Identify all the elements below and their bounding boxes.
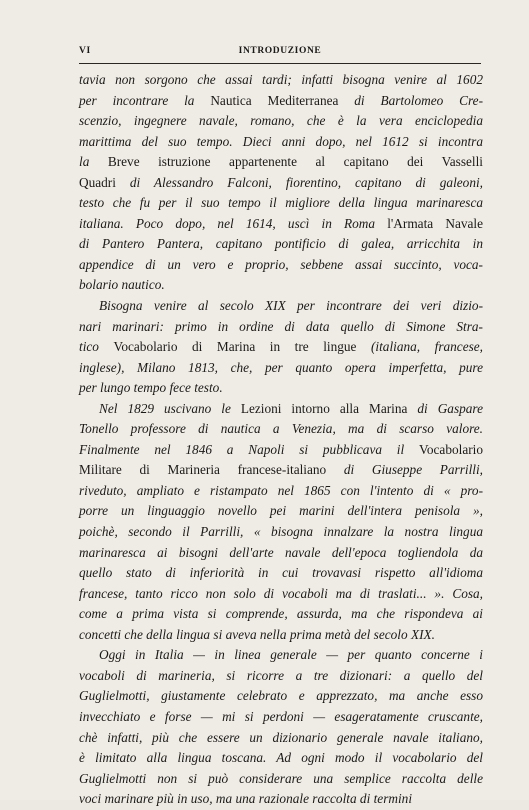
roman-text-run: Vocabolario di Marina in tre lingue (113, 339, 357, 355)
italic-text-run: vocaboli di marineria, si ricorre a tre dizionari: a quello del (79, 667, 483, 683)
italic-text-run: (italiana, francese, (356, 339, 483, 355)
text-line (79, 460, 483, 481)
text-line (79, 419, 483, 440)
text-line (79, 522, 483, 543)
text-line (79, 337, 483, 358)
text-line (79, 440, 483, 461)
italic-text-run: Nel 1829 uscivano le (99, 400, 241, 416)
italic-text-run: la (79, 154, 108, 170)
text-line (79, 686, 483, 707)
italic-text-run: Finalmente nel 1846 a Napoli si pubblicava il (79, 441, 419, 457)
body-text (79, 70, 483, 810)
text-line (79, 296, 483, 317)
text-line (79, 214, 483, 235)
italic-text-run: marittima del suo tempo. Dieci anni dopo, nel 1612 si incontra (79, 133, 483, 149)
italic-text-run: Guglielmotti non si può considerare una semplice raccolta delle (79, 770, 483, 786)
text-line (79, 234, 483, 255)
italic-text-run: testo che fu per il suo tempo il migliore della lingua marinaresca (79, 195, 483, 211)
text-line (79, 501, 483, 522)
italic-text-run: Oggi in Italia — in linea generale — per quanto concerne i (99, 647, 483, 663)
roman-text-run: Quadri (79, 174, 116, 190)
paragraph (79, 399, 483, 646)
roman-text-run: Militare di Marineria francese-italiano (79, 462, 327, 478)
italic-text-run: riveduto, ampliato e ristampato nel 1865 con l'intento di « pro- (79, 482, 483, 498)
text-line (79, 317, 483, 338)
page-number: VI (79, 46, 91, 56)
italic-text-run: tico (79, 339, 114, 355)
italic-text-run: nari marinari: primo in ordine di data quello di Simone Stra- (79, 318, 483, 334)
paragraph (79, 296, 483, 399)
text-line (79, 378, 483, 399)
text-line (79, 255, 483, 276)
text-line (79, 358, 483, 379)
italic-text-run: Tonello professore di nautica a Venezia, ma di scarso valore. (79, 421, 483, 437)
italic-text-run: quello stato di inferiorità in cui trovavasi rispetto all'idioma (79, 565, 483, 581)
text-line (79, 748, 483, 769)
text-line (79, 399, 483, 420)
italic-text-run: è limitato alla lingua toscana. Ad ogni modo il vocabolario del (79, 750, 483, 766)
italic-text-run: Guglielmotti, giustamente celebrato e apprezzato, ma anche esso (79, 688, 483, 704)
italic-text-run: italiana. Poco dopo, nel 1614, uscì in Roma (79, 215, 388, 231)
italic-text-run: scenzio, ingegnere navale, romano, che è la vera enciclopedia (79, 113, 483, 129)
italic-text-run: di Alessandro Falconi, fiorentino, capitano di galeoni, (115, 174, 483, 190)
text-line (79, 91, 483, 112)
running-title: INTRODUZIONE (238, 46, 322, 56)
text-line (79, 728, 483, 749)
italic-text-run: poichè, secondo il Parrilli, « bisogna innalzare la nostra lingua (79, 524, 483, 540)
italic-text-run: come a prima vista si comprende, assurda, ma che rispondeva ai (79, 606, 483, 622)
roman-text-run: l'Armata Navale (387, 215, 483, 231)
text-line (79, 563, 483, 584)
italic-text-run: appendice di un vero e proprio, sebbene assai succinto, voca- (79, 256, 483, 272)
text-line (79, 707, 483, 728)
italic-text-run: tavia non sorgono che assai tardi; infatti bisogna venire al 1602 (79, 72, 483, 87)
italic-text-run: Bisogna venire al secolo XIX per incontrare dei veri dizio- (99, 298, 483, 314)
italic-text-run: voci marinare più in uso, ma una razionale raccolta di termini (79, 791, 413, 807)
italic-text-run: francese, tanto ricco non solo di vocaboli ma di traslati... ». Cosa, (79, 585, 483, 601)
text-line (79, 666, 483, 687)
text-line (79, 193, 483, 214)
text-line (79, 625, 483, 646)
italic-text-run: di Gaspare (407, 400, 484, 416)
text-line (79, 275, 483, 296)
italic-text-run: per incontrare la (79, 92, 211, 108)
text-line (79, 111, 483, 132)
text-line (79, 604, 483, 625)
paragraph (79, 645, 483, 809)
italic-text-run: di Bartolomeo Cre- (338, 92, 484, 108)
roman-text-run: Breve istruzione appartenente al capitano dei Vasselli (107, 154, 483, 170)
italic-text-run: porre un linguaggio novello pei marini dell'intera penisola », (79, 503, 483, 519)
italic-text-run: di Pantero Pantera, capitano pontificio di galea, arricchita in (79, 236, 483, 252)
text-line (79, 769, 483, 790)
italic-text-run: chè infatti, più che essere un dizionario generale navale italiano, (79, 729, 483, 745)
text-line (79, 481, 483, 502)
text-line (79, 70, 483, 91)
italic-text-run: per lungo tempo fece testo. (79, 380, 223, 396)
italic-text-run: di Giuseppe Parrilli, (326, 462, 483, 478)
text-line (79, 543, 483, 564)
text-line (79, 584, 483, 605)
roman-text-run: Vocabolario (418, 441, 483, 457)
text-line (79, 789, 483, 810)
running-header (79, 44, 481, 60)
text-line (79, 152, 483, 173)
italic-text-run: concetti che della lingua si aveva nella prima metà del secolo XIX. (79, 626, 435, 642)
header-rule (79, 63, 481, 64)
paragraph (79, 70, 483, 296)
text-line (79, 645, 483, 666)
text-line (79, 132, 483, 153)
italic-text-run: inglese), Milano 1813, che, per quanto opera imperfetta, pure (79, 359, 483, 375)
italic-text-run: invecchiato e forse — mi si perdoni — esageratamente cruscante, (79, 708, 483, 724)
italic-text-run: marinaresca ai bisogni dell'arte navale dell'epoca togliendola da (79, 544, 483, 560)
roman-text-run: Lezioni intorno alla Marina (240, 400, 408, 416)
roman-text-run: Nautica Mediterranea (210, 92, 339, 108)
italic-text-run: bolario nautico. (79, 277, 165, 293)
text-line (79, 173, 483, 194)
